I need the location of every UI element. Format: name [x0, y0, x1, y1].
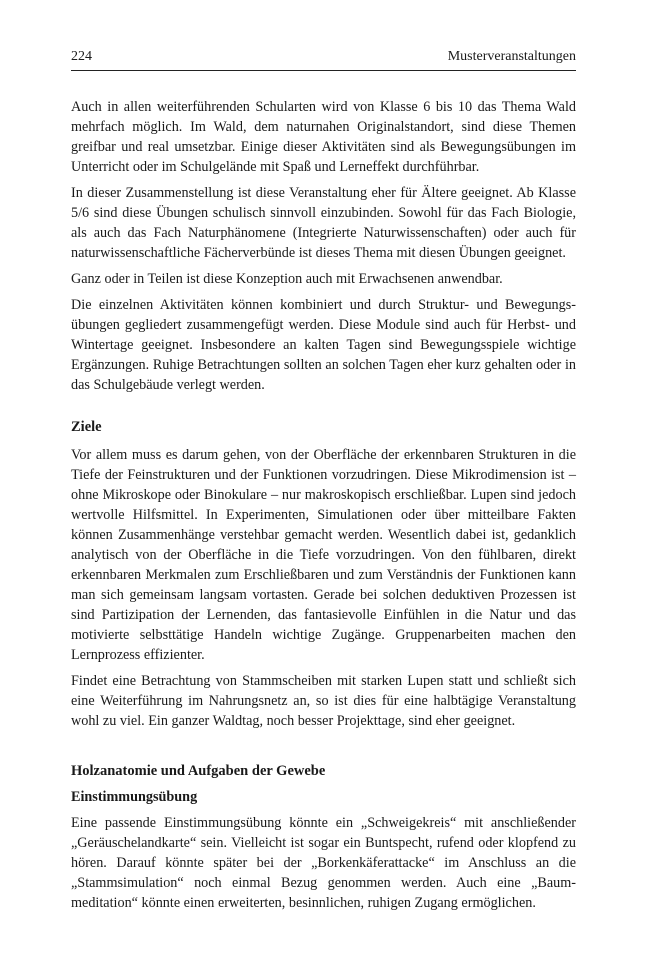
- running-head: [71, 48, 576, 71]
- ziele-paragraph-2: Findet eine Betrachtung von Stammscheiben mit starken Lupen statt und schließt sich eine Weiterführung im Nahrungsnetz an, so ist dies für eine halbtägige Veranstaltung wohl zu viel. Ein ganzer Waldtag, noch besser Projekttage, sind eher geeignet.: [71, 673, 576, 729]
- holz-paragraph-1: Eine passende Einstimmungsübung könnte ein „Schweigekreis“ mit anschließender „Geräuschelandkarte“ sein. Vielleicht ist sogar ein Buntspecht, rufend oder klopfend zu hören. Darauf könnte später bei der „Borkenkäferattacke“ im Anschluss an die „Stammsimulation“ noch einmal Bezug genommen werden. Auch eine „Baummeditation“ könnte einen erweiterten, besinnlichen, ruhigen Zugang ermöglichen.: [71, 815, 576, 911]
- section-heading-holzanatomie: Holzanatomie und Aufgaben der Gewebe: [71, 763, 326, 779]
- page-number: 224: [71, 49, 92, 64]
- ziele-paragraph-1: Vor allem muss es darum gehen, von der Oberfläche der erkennbaren Strukturen in die Tiefe der Feinstrukturen und der Funktionen vorzudringen. Diese Mikrodimension ist – ohne Mikroskope oder Binokulare – nur makroskopisch erschließbar. Lupen sind jedoch wertvolle Hilfsmittel. In Experimenten, Simulationen oder über mitteilbare Fakten können Zusammenhänge verstehbar gemacht werden. Wesentlich dabei ist, gedanklich analytisch von der Oberfläche in die Tiefe vorzudringen. Von den fühlbaren, direkt erkennbaren Merkmalen zum Erschließbaren und zum Verständnis der Funktionen kann man sich gemeinsam langsam vortasten. Gerade bei solchen deduktiven Prozessen ist sind Partizipation der Lernenden, das fantasievolle Einfühlen in die Natur und das motivierte selbsttätige Handeln wichtige Zugänge. Gruppenarbeiten machen den Lernprozess effizienter.: [71, 447, 576, 663]
- running-title: Musterveranstaltungen: [447, 49, 576, 64]
- intro-paragraph-1: Auch in allen weiterführenden Schularten wird von Klasse 6 bis 10 das Thema Wald mehrfach möglich. Im Wald, dem naturnahen Originalstandort, sind diese Themen greifbar und real umsetzbar. Einige dieser Aktivitäten sind als Bewegungsübungen im Unterricht oder im Schulgelände mit Spaß und Lerneffekt durchführbar.: [71, 99, 576, 175]
- section-heading-ziele: Ziele: [71, 419, 102, 435]
- intro-paragraph-4: Die einzelnen Aktivitäten können kombiniert und durch Struktur- und Bewegungsübungen gegliedert zusammengefügt werden. Diese Module sind auch für Herbst- und Wintertage geeignet. Insbesondere an kalten Tagen sind Bewegungsspiele wichtige Ergänzungen. Ruhige Betrachtungen sollten an solchen Tagen eher kurz gehalten oder in das Schulgebäude verlegt werden.: [71, 297, 576, 393]
- body-text: [71, 97, 576, 913]
- book-page: [71, 48, 576, 919]
- intro-paragraph-3: Ganz oder in Teilen ist diese Konzeption auch mit Erwachsenen anwendbar.: [71, 271, 503, 287]
- subheading-einstimmungsuebung: Einstimmungsübung: [71, 789, 198, 805]
- intro-paragraph-2: In dieser Zusammenstellung ist diese Veranstaltung eher für Ältere geeignet. Ab Klasse 5/6 sind diese Übungen schulisch sinnvoll einzubinden. Sowohl für das Fach Biologie, als auch das Fach Naturphänomene (Integrierte Naturwissenschaften) oder auch für naturwissenschaftliche Fächerverbünde ist dieses Thema mit diesen Übungen geeignet.: [71, 185, 576, 261]
